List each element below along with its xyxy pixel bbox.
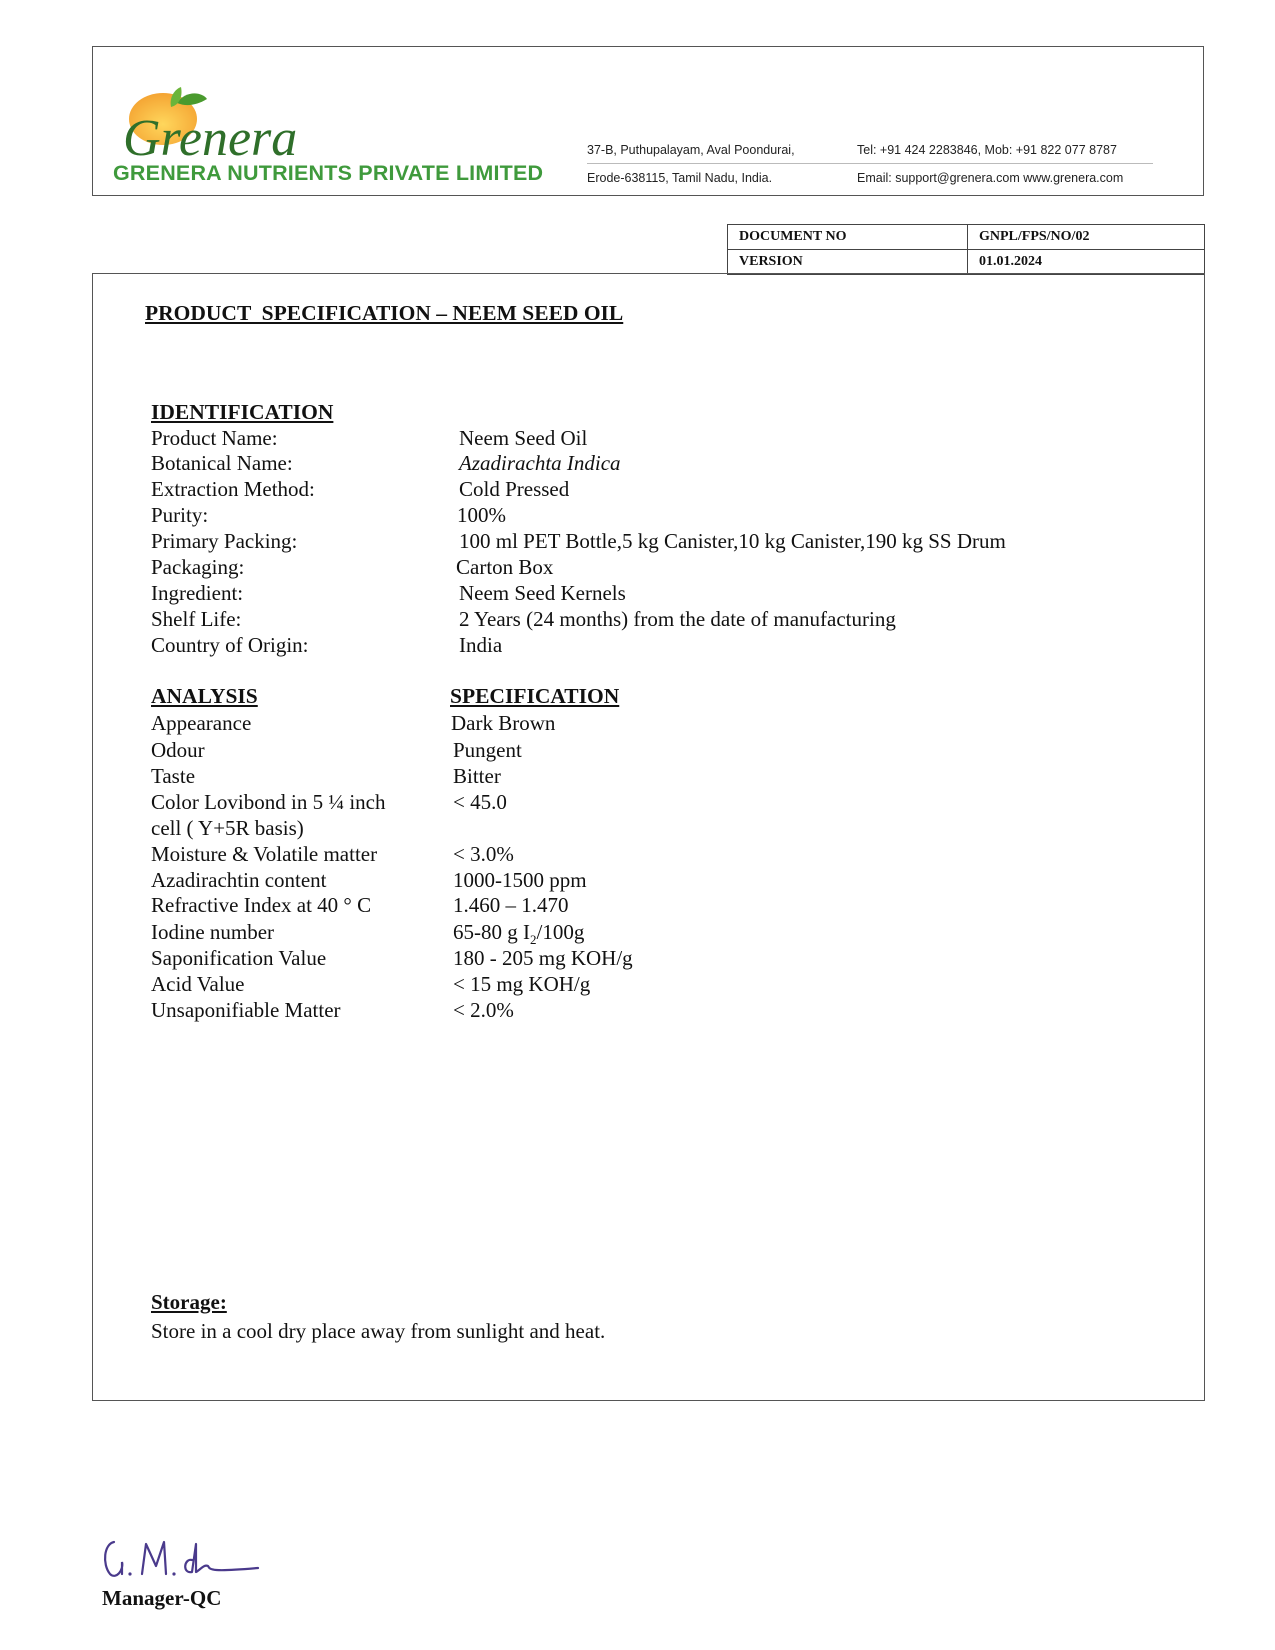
doc-no-value: GNPL/FPS/NO/02 xyxy=(968,225,1205,250)
id-label-purity: Purity: xyxy=(151,503,209,527)
analysis-label-acid-value: Acid Value xyxy=(151,972,245,996)
analysis-label-azadirachtin: Azadirachtin content xyxy=(151,868,327,892)
analysis-value-acid-value: < 15 mg KOH/g xyxy=(453,972,591,996)
signer-title: Manager-QC xyxy=(102,1586,222,1610)
address-line-1: 37-B, Puthupalayam, Aval Poondurai, xyxy=(587,143,795,157)
version-value: 01.01.2024 xyxy=(968,250,1205,275)
specification-heading: SPECIFICATION xyxy=(450,684,620,708)
specification-body xyxy=(92,273,1205,1401)
company-name: GRENERA NUTRIENTS PRIVATE LIMITED xyxy=(113,161,544,185)
iodine-value-unit: /100g xyxy=(536,920,585,944)
analysis-value-saponification: 180 - 205 mg KOH/g xyxy=(453,946,633,970)
id-value-extraction-method: Cold Pressed xyxy=(459,477,570,501)
doc-no-label: DOCUMENT NO xyxy=(728,225,968,250)
analysis-label-color-lovibond: Color Lovibond in 5 ¼ inch xyxy=(151,790,386,814)
version-row xyxy=(728,250,1205,275)
id-value-purity: 100% xyxy=(457,503,506,527)
analysis-value-odour: Pungent xyxy=(453,738,522,762)
analysis-label-unsaponifiable: Unsaponifiable Matter xyxy=(151,998,341,1022)
page-title: PRODUCT SPECIFICATION – NEEM SEED OIL xyxy=(145,301,624,325)
id-label-packaging: Packaging: xyxy=(151,555,245,579)
contact-email: Email: support@grenera.com www.grenera.com xyxy=(857,171,1124,185)
analysis-heading: ANALYSIS xyxy=(151,684,258,708)
id-label-botanical-name: Botanical Name: xyxy=(151,451,293,475)
analysis-value-appearance: Dark Brown xyxy=(451,711,556,735)
analysis-value-azadirachtin: 1000-1500 ppm xyxy=(453,868,587,892)
id-label-extraction-method: Extraction Method: xyxy=(151,477,315,501)
id-value-shelf-life: 2 Years (24 months) from the date of manufacturing xyxy=(459,607,896,631)
document-info-table xyxy=(727,224,1205,275)
analysis-label-appearance: Appearance xyxy=(151,711,252,735)
id-label-shelf-life: Shelf Life: xyxy=(151,607,242,631)
address-line-2: Erode-638115, Tamil Nadu, India. xyxy=(587,171,773,185)
analysis-value-unsaponifiable: < 2.0% xyxy=(453,998,514,1022)
id-label-country-of-origin: Country of Origin: xyxy=(151,633,309,657)
analysis-label-odour: Odour xyxy=(151,738,205,762)
analysis-value-moisture: < 3.0% xyxy=(453,842,514,866)
id-value-product-name: Neem Seed Oil xyxy=(459,426,588,450)
id-label-primary-packing: Primary Packing: xyxy=(151,529,298,553)
id-value-botanical-name: Azadirachta Indica xyxy=(459,451,621,475)
id-label-product-name: Product Name: xyxy=(151,426,278,450)
iodine-value-main: 65-80 g I xyxy=(453,920,530,944)
storage-text: Store in a cool dry place away from sunlight and heat. xyxy=(151,1319,606,1343)
logo-wordmark: Grenera xyxy=(123,110,298,165)
analysis-label-refractive-index: Refractive Index at 40 ° C xyxy=(151,893,372,917)
id-label-ingredient: Ingredient: xyxy=(151,581,244,605)
handwritten-signature xyxy=(100,1530,270,1590)
analysis-label-moisture: Moisture & Volatile matter xyxy=(151,842,378,866)
letterhead xyxy=(92,46,1204,196)
analysis-value-color-lovibond: < 45.0 xyxy=(453,790,507,814)
identification-heading: IDENTIFICATION xyxy=(151,400,334,424)
grenera-logo xyxy=(111,85,311,165)
analysis-value-taste: Bitter xyxy=(453,764,501,788)
storage-heading: Storage: xyxy=(151,1290,227,1314)
analysis-label-saponification: Saponification Value xyxy=(151,946,327,970)
id-value-country-of-origin: India xyxy=(459,633,503,657)
id-value-packaging: Carton Box xyxy=(456,555,554,579)
contact-phone: Tel: +91 424 2283846, Mob: +91 822 077 8787 xyxy=(857,143,1117,157)
id-value-ingredient: Neem Seed Kernels xyxy=(459,581,626,605)
analysis-value-refractive-index: 1.460 – 1.470 xyxy=(453,893,569,917)
doc-no-row xyxy=(728,225,1205,250)
analysis-label-taste: Taste xyxy=(151,764,196,788)
analysis-label-iodine-number: Iodine number xyxy=(151,920,275,944)
version-label: VERSION xyxy=(728,250,968,275)
iodine-value-subscript: 2 xyxy=(530,932,537,948)
analysis-label-color-lovibond-cont: cell ( Y+5R basis) xyxy=(151,816,304,840)
header-divider xyxy=(587,163,1153,164)
id-value-primary-packing: 100 ml PET Bottle,5 kg Canister,10 kg Canister,190 kg SS Drum xyxy=(459,529,1006,553)
